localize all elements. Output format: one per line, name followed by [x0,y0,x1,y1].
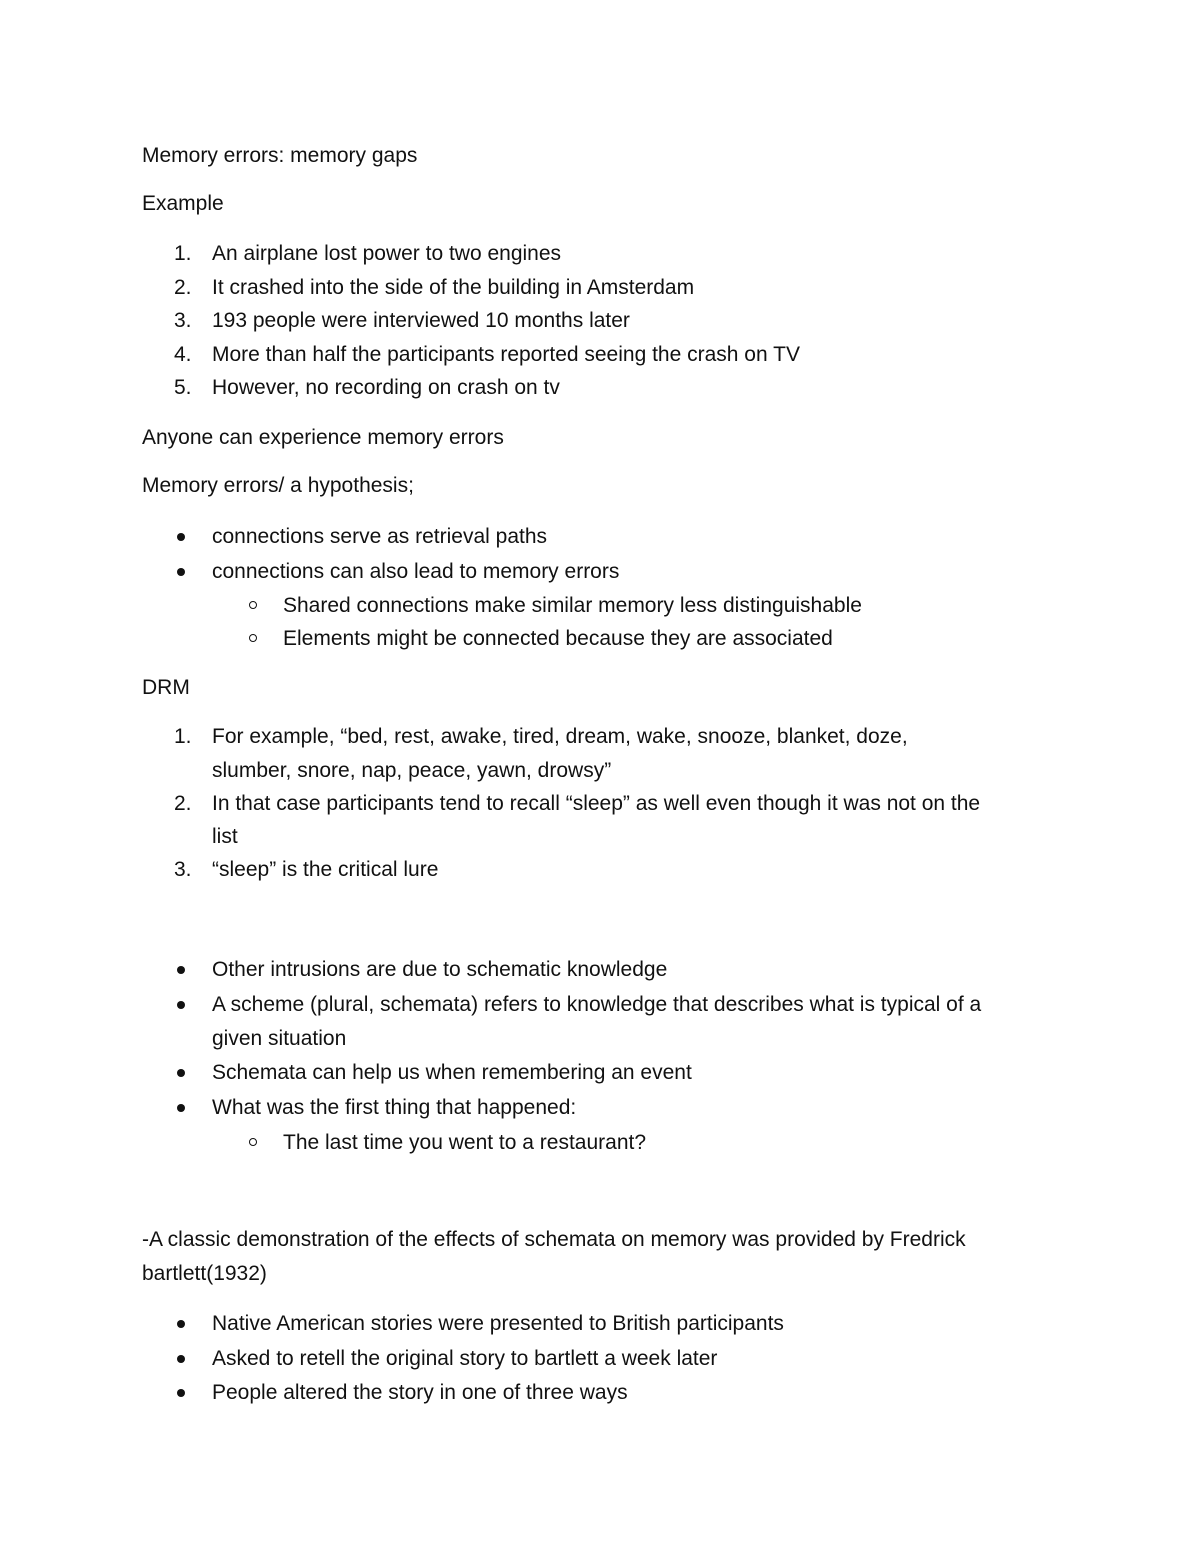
drm-label: DRM [142,676,190,699]
sub-bullet-item: Shared connections make similar memory less distinguishable [283,594,862,617]
list-item: More than half the participants reported seeing the crash on TV [212,343,800,366]
list-number: 3. [174,309,192,332]
list-item: An airplane lost power to two engines [212,242,562,265]
list-item: It crashed into the side of the building in Amsterdam [212,276,695,299]
list-item: 193 people were interviewed 10 months later [212,309,630,332]
list-number: 1. [174,242,192,265]
sub-bullet-marker [249,601,257,609]
list-number: 2. [174,276,192,299]
bullet-marker [177,1104,185,1112]
bullet-item: What was the first thing that happened: [212,1096,577,1119]
list-number: 5. [174,376,192,399]
list-number: 2. [174,792,192,815]
bullet-marker [177,966,185,974]
bartlett-paragraph-continued: bartlett(1932) [142,1262,267,1285]
list-item: In that case participants tend to recall “sleep” as well even though it was not on the [212,792,981,815]
bullet-item: A scheme (plural, schemata) refers to knowledge that describes what is typical of a [212,993,982,1016]
bullet-marker [177,1389,185,1397]
bullet-marker [177,533,185,541]
list-number: 3. [174,858,192,881]
list-item: “sleep” is the critical lure [212,858,439,881]
bullet-item: People altered the story in one of three ways [212,1381,628,1404]
list-number: 4. [174,343,192,366]
bullet-item: Asked to retell the original story to bartlett a week later [212,1347,718,1370]
page-heading: Memory errors: memory gaps [142,144,418,167]
list-item: For example, “bed, rest, awake, tired, dream, wake, snooze, blanket, doze, [212,725,908,748]
bullet-item: Native American stories were presented to British participants [212,1312,784,1335]
bullet-item-continued: given situation [212,1027,347,1050]
bartlett-paragraph: -A classic demonstration of the effects of schemata on memory was provided by Fredrick [142,1228,966,1251]
list-item-continued: slumber, snore, nap, peace, yawn, drowsy” [212,759,612,782]
bullet-item: connections serve as retrieval paths [212,525,548,548]
sub-bullet-marker [249,1138,257,1146]
list-item: However, no recording on crash on tv [212,376,560,399]
bullet-marker [177,1001,185,1009]
bullet-item: connections can also lead to memory errors [212,560,620,583]
sub-bullet-marker [249,634,257,642]
list-item-continued: list [212,825,238,848]
sub-bullet-item: The last time you went to a restaurant? [283,1131,647,1154]
bullet-marker [177,568,185,576]
bullet-marker [177,1355,185,1363]
hypothesis-label: Memory errors/ a hypothesis; [142,474,414,497]
list-number: 1. [174,725,192,748]
bullet-item: Schemata can help us when remembering an event [212,1061,692,1084]
bullet-item: Other intrusions are due to schematic knowledge [212,958,668,981]
bullet-marker [177,1320,185,1328]
sub-bullet-item: Elements might be connected because they are associated [283,627,833,650]
bullet-marker [177,1069,185,1077]
paragraph-anyone: Anyone can experience memory errors [142,426,504,449]
example-label: Example [142,192,224,215]
